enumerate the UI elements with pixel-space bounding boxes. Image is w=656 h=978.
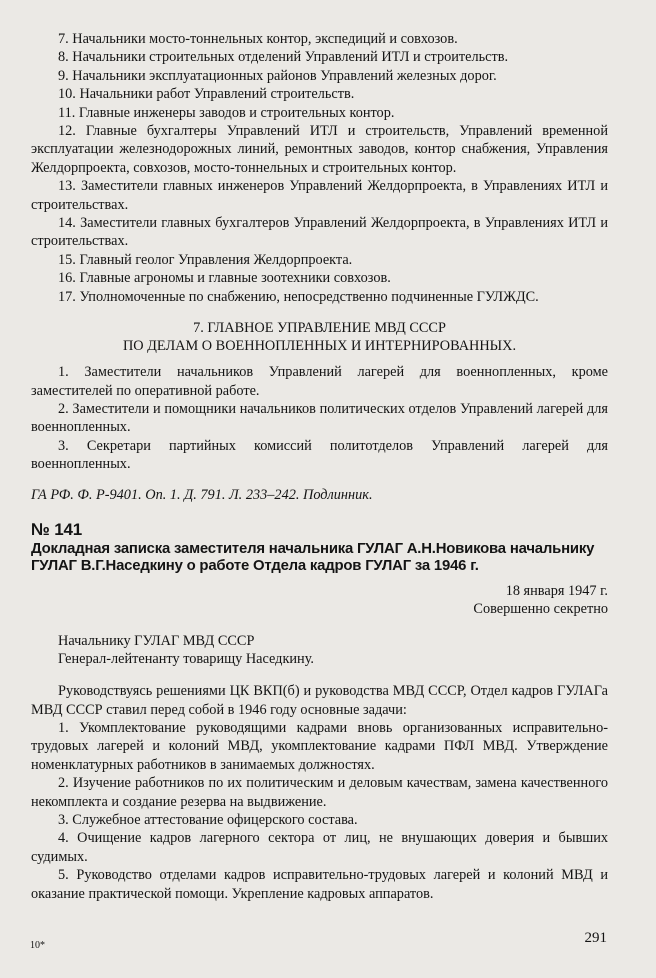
intro-paragraph: Руководствуясь решениями ЦК ВКП(б) и руководства МВД СССР, Отдел кадров ГУЛАГа МВД СССР ставил перед собой в 1946 году основные задачи: (31, 683, 608, 718)
list-item: 1. Заместители начальников Управлений лагерей для военнопленных, кроме заместителей по оперативной работе. (31, 364, 608, 399)
signature-mark: 10* (30, 940, 45, 951)
list-item: 9. Начальники эксплуатационных районов Управлений железных дорог. (58, 67, 497, 84)
list-item: 12. Главные бухгалтеры Управлений ИТЛ и строительств, Управлений временной эксплуатации железнодорожных линий, ремонтных заводов, контор снабжения, Управления Желдорпроекта, совхозов, мосто-тоннельных и строительных контор. (31, 123, 608, 176)
section-heading-line-1: 7. ГЛАВНОЕ УПРАВЛЕНИЕ МВД СССР (193, 320, 446, 337)
list-item: 7. Начальники мосто-тоннельных контор, экспедиций и совхозов. (58, 31, 458, 47)
classification-stamp: Совершенно секретно (473, 600, 608, 617)
list-item: 8. Начальники строительных отделений Управлений ИТЛ и строительств. (58, 49, 509, 66)
document-date: 18 января 1947 г. (505, 583, 608, 600)
task-item: 5. Руководство отделами кадров исправительно-трудовых лагерей и колоний МВД и оказание практической помощи. Укрепление кадровых аппаратов. (31, 867, 608, 902)
page-number: 291 (584, 930, 607, 946)
archival-source-note: ГА РФ. Ф. Р-9401. Оп. 1. Д. 791. Л. 233–242. Подлинник. (31, 486, 373, 503)
list-item: 16. Главные агрономы и главные зоотехники совхозов. (58, 270, 391, 287)
list-item: 14. Заместители главных бухгалтеров Управлений Желдорпроекта, в Управлениях ИТЛ и строительствах. (31, 215, 608, 250)
task-item: 3. Служебное аттестование офицерского состава. (58, 811, 358, 828)
list-item: 3. Секретари партийных комиссий политотделов Управлений лагерей для военнопленных. (31, 437, 608, 473)
section-heading-line-2: ПО ДЕЛАМ О ВОЕННОПЛЕННЫХ И ИНТЕРНИРОВАННЫХ. (122, 337, 517, 354)
document-body (31, 682, 608, 903)
text-column (31, 30, 608, 903)
list-item: 13. Заместители главных инженеров Управлений Желдорпроекта, в Управлениях ИТЛ и строительствах. (31, 178, 608, 213)
list-item: 17. Уполномоченные по снабжению, непосредственно подчиненные ГУЛЖДС. (58, 288, 539, 305)
addressee-block (31, 632, 608, 668)
document-title: Докладная записка заместителя начальника ГУЛАГ А.Н.Новикова начальнику ГУЛАГ В.Г.Наседкину о работе Отдела кадров ГУЛАГ за 1946 г. (31, 540, 595, 575)
list-item: 15. Главный геолог Управления Желдорпроекта. (58, 251, 353, 268)
list-section (31, 363, 608, 473)
document-number: № 141 (31, 519, 83, 539)
addressee-line-2: Генерал-лейтенанту товарищу Наседкину. (58, 651, 314, 668)
document-meta (31, 583, 608, 618)
task-item: 2. Изучение работников по их политическим и деловым качествам, замена качественного некомплекта и создание резерва на выдвижение. (31, 775, 608, 810)
list-top (31, 30, 608, 306)
section-heading (31, 320, 608, 355)
list-item: 2. Заместители и помощники начальников политических отделов Управлений лагерей для военнопленных. (31, 400, 608, 436)
task-item: 1. Укомплектование руководящими кадрами вновь организованных исправительно-трудовых лагерей и колоний МВД, укомплектование кадрами ПФЛ МВД. Утверждение номенклатурных работников в занимаемых должностях. (31, 719, 608, 773)
task-item: 4. Очищение кадров лагерного сектора от лиц, не внушающих доверия и бывших судимых. (31, 830, 608, 865)
list-item: 11. Главные инженеры заводов и строительных контор. (58, 104, 395, 121)
list-item: 10. Начальники работ Управлений строительств. (58, 86, 355, 103)
addressee-line-1: Начальнику ГУЛАГ МВД СССР (58, 633, 255, 650)
